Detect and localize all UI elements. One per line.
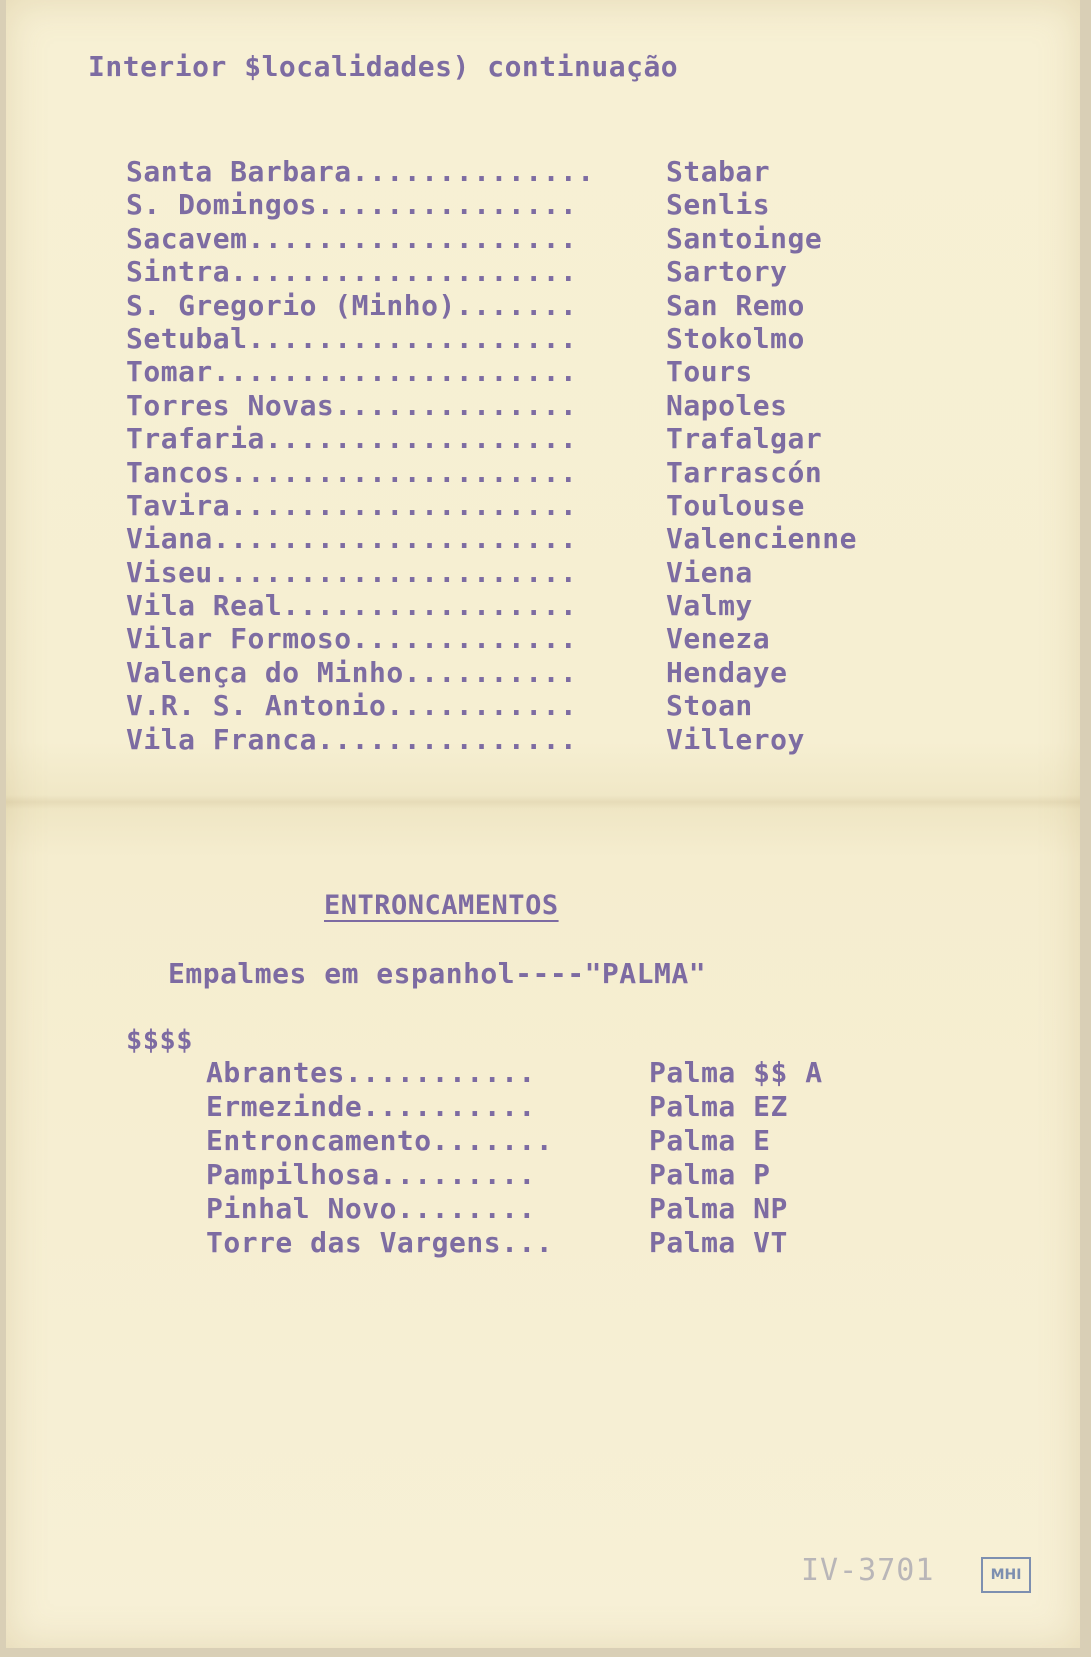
list-item bbox=[126, 556, 857, 589]
list-item bbox=[206, 1226, 823, 1260]
place-name: Torres Novas.............. bbox=[126, 388, 578, 422]
junction-code: Palma E bbox=[649, 1124, 771, 1157]
list-item bbox=[126, 723, 857, 756]
junction-name: Pinhal Novo........ bbox=[206, 1192, 536, 1225]
code-name: Santoinge bbox=[666, 221, 823, 255]
list-item bbox=[206, 1056, 823, 1090]
code-name: Stoan bbox=[666, 689, 753, 723]
place-name: Vila Franca............... bbox=[126, 722, 578, 756]
list-item bbox=[126, 656, 857, 689]
list-item bbox=[126, 589, 857, 622]
list-item bbox=[126, 289, 857, 322]
archive-stamp: MHI bbox=[981, 1557, 1031, 1593]
junction-code: Palma NP bbox=[649, 1192, 788, 1225]
place-name: Viseu..................... bbox=[126, 555, 578, 589]
code-name: Tarrascón bbox=[666, 455, 823, 489]
place-name: S. Gregorio (Minho)....... bbox=[126, 288, 578, 322]
code-name: Valmy bbox=[666, 589, 753, 623]
place-name: Viana..................... bbox=[126, 522, 578, 556]
typewritten-page bbox=[6, 0, 1080, 1648]
place-name: Tancos.................... bbox=[126, 455, 578, 489]
code-name: Valencienne bbox=[666, 522, 857, 556]
list-item bbox=[126, 489, 857, 522]
list-item bbox=[126, 456, 857, 489]
list-item bbox=[206, 1158, 823, 1192]
place-name: Tavira.................... bbox=[126, 488, 578, 522]
junction-name: Torre das Vargens... bbox=[206, 1226, 554, 1259]
page-heading: Interior $localidades) continuação bbox=[88, 50, 679, 83]
archive-reference: IV-3701 bbox=[801, 1553, 935, 1588]
place-name: Setubal................... bbox=[126, 321, 578, 355]
junction-code: Palma P bbox=[649, 1158, 771, 1191]
code-name: San Remo bbox=[666, 288, 805, 322]
code-name: Stabar bbox=[666, 155, 771, 188]
junction-name: Pampilhosa......... bbox=[206, 1158, 536, 1191]
code-name: Viena bbox=[666, 555, 753, 589]
place-name: Valença do Minho.......... bbox=[126, 655, 578, 689]
junction-name: Ermezinde.......... bbox=[206, 1090, 536, 1123]
list-item bbox=[206, 1124, 823, 1158]
list-item bbox=[126, 322, 857, 355]
code-name: Trafalgar bbox=[666, 422, 823, 456]
junction-name: Abrantes........... bbox=[206, 1056, 536, 1089]
junction-code: Palma EZ bbox=[649, 1090, 788, 1123]
place-name: Trafaria.................. bbox=[126, 422, 578, 456]
list-item bbox=[206, 1090, 823, 1124]
place-name: S. Domingos............... bbox=[126, 188, 578, 222]
paper-fold bbox=[6, 795, 1080, 809]
place-name: Sacavem................... bbox=[126, 221, 578, 255]
junction-code: Palma $$ A bbox=[649, 1056, 823, 1089]
symbols-mark: $$$$ bbox=[126, 1025, 194, 1056]
code-name: Hendaye bbox=[666, 655, 788, 689]
list-item bbox=[126, 389, 857, 422]
junction-list bbox=[206, 1056, 823, 1260]
place-name: Sintra.................... bbox=[126, 255, 578, 289]
list-item bbox=[126, 622, 857, 655]
place-name: Vila Real................. bbox=[126, 589, 578, 623]
place-name: Vilar Formoso............. bbox=[126, 622, 578, 656]
code-name: Stokolmo bbox=[666, 321, 805, 355]
place-name: V.R. S. Antonio........... bbox=[126, 689, 578, 723]
section-subtitle: Empalmes em espanhol----"PALMA" bbox=[168, 957, 707, 990]
place-name: Tomar..................... bbox=[126, 355, 578, 389]
code-name: Sartory bbox=[666, 255, 788, 289]
code-name: Villeroy bbox=[666, 722, 805, 756]
list-item bbox=[126, 222, 857, 255]
interior-list bbox=[126, 155, 857, 756]
code-name: Napoles bbox=[666, 388, 788, 422]
code-name: Veneza bbox=[666, 622, 771, 656]
code-name: Senlis bbox=[666, 188, 771, 222]
list-item bbox=[126, 188, 857, 221]
junction-code: Palma VT bbox=[649, 1226, 788, 1259]
code-name: Toulouse bbox=[666, 488, 805, 522]
list-item bbox=[126, 689, 857, 722]
section-title: ENTRONCAMENTOS bbox=[324, 890, 559, 921]
list-item bbox=[126, 355, 857, 388]
code-name: Tours bbox=[666, 355, 753, 389]
list-item bbox=[206, 1192, 823, 1226]
list-item bbox=[126, 255, 857, 288]
list-item bbox=[126, 155, 857, 188]
list-item bbox=[126, 422, 857, 455]
list-item bbox=[126, 522, 857, 555]
junction-name: Entroncamento....... bbox=[206, 1124, 554, 1157]
place-name: Santa Barbara.............. bbox=[126, 155, 595, 188]
